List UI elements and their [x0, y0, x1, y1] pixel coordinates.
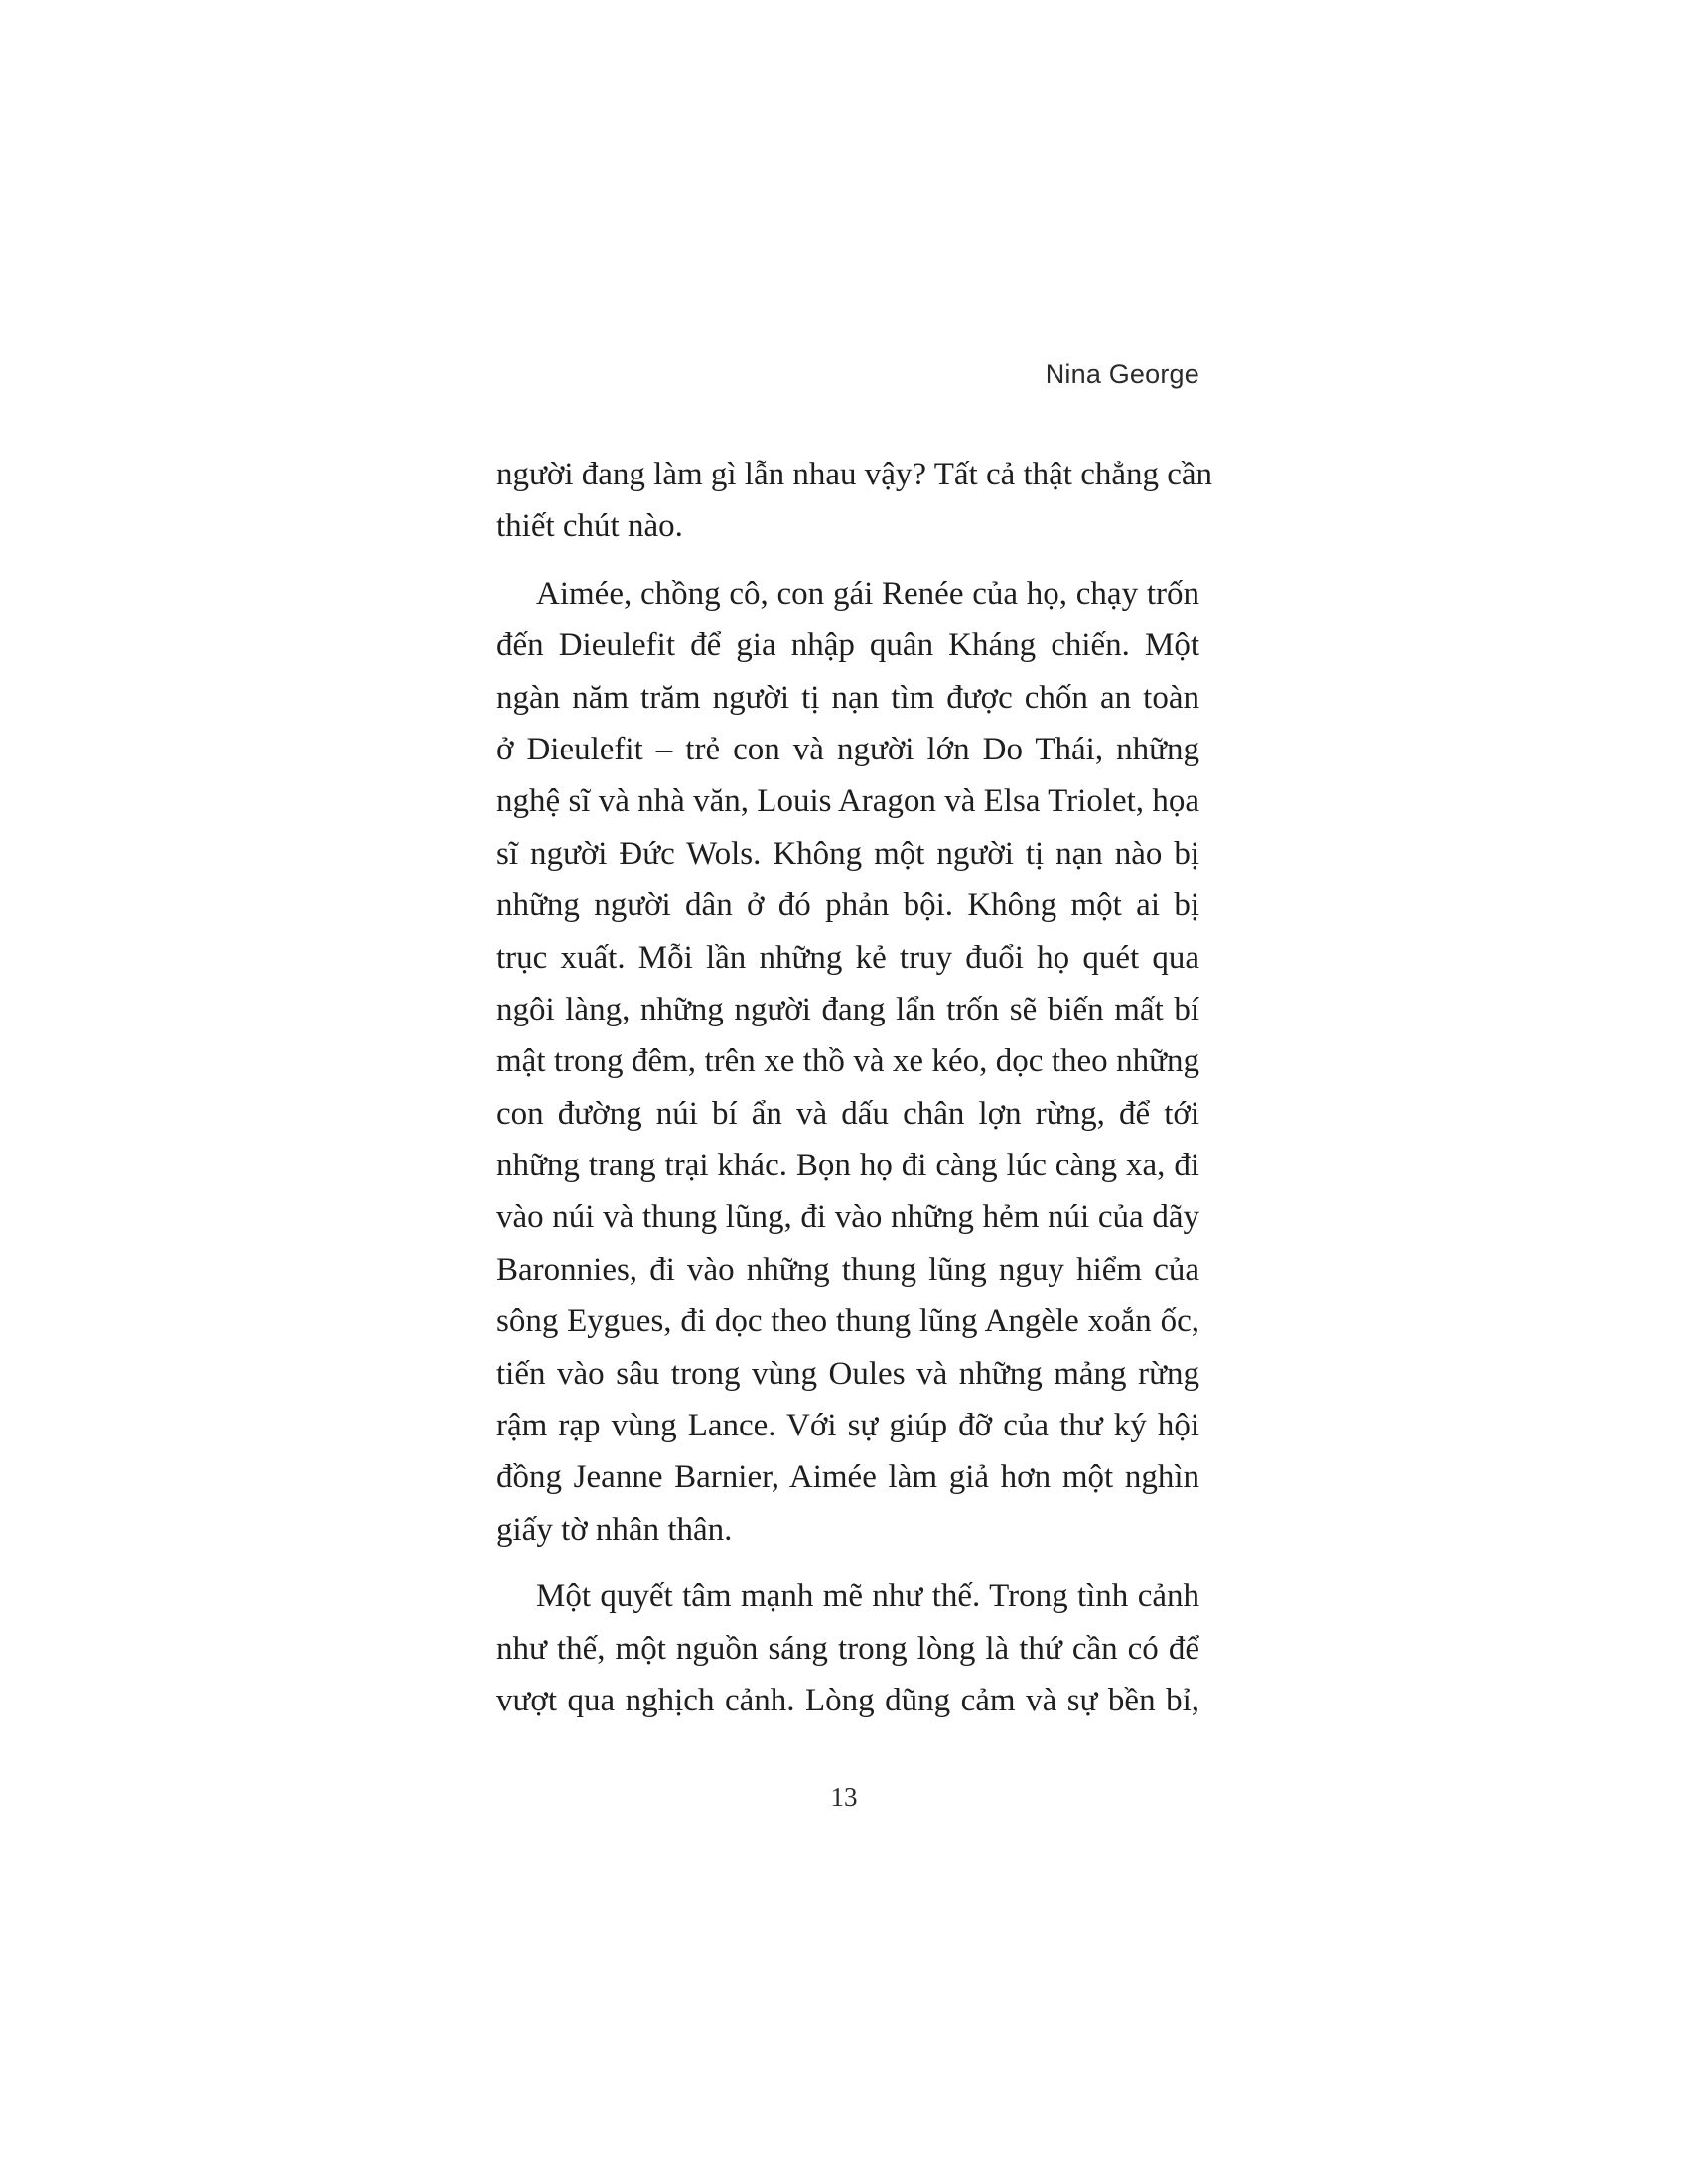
- page-number: 13: [830, 1782, 858, 1812]
- text-line: ở Dieulefit – trẻ con và người lớn Do Thái, những: [496, 731, 1199, 767]
- text-line: ngàn năm trăm người tị nạn tìm được chốn an toàn: [496, 679, 1199, 716]
- paragraph-gap: [496, 1556, 1199, 1570]
- text-line: Một quyết tâm mạnh mẽ như thế. Trong tình cảnh: [536, 1578, 1199, 1615]
- text-line: Aimée, chồng cô, con gái Renée của họ, chạy trốn: [536, 575, 1199, 612]
- text-line: con đường núi bí ẩn và dấu chân lợn rừng, để tới: [496, 1095, 1199, 1132]
- paragraph: [496, 1570, 1199, 1726]
- text-line: sông Eygues, đi dọc theo thung lũng Angèle xoắn ốc,: [496, 1303, 1199, 1340]
- text-line: mật trong đêm, trên xe thồ và xe kéo, dọc theo những: [496, 1043, 1199, 1080]
- text-line: như thế, một nguồn sáng trong lòng là thứ cần có để: [496, 1630, 1199, 1667]
- text-line: người đang làm gì lẫn nhau vậy? Tất cả thật chẳng cần: [496, 457, 1213, 492]
- text-line: vào núi và thung lũng, đi vào những hẻm núi của dãy: [496, 1199, 1199, 1236]
- text-line: ngôi làng, những người đang lẩn trốn sẽ biến mất bí: [496, 991, 1199, 1027]
- text-line: đến Dieulefit để gia nhập quân Kháng chiến. Một: [496, 627, 1199, 664]
- running-header-author: Nina George: [1045, 359, 1199, 389]
- text-line: nghệ sĩ và nhà văn, Louis Aragon và Elsa Triolet, họa: [496, 783, 1199, 820]
- paragraph-gap: [496, 553, 1199, 568]
- text-line: giấy tờ nhân thân.: [496, 1511, 733, 1548]
- body-text: [496, 449, 1213, 1726]
- paragraph: [496, 449, 1213, 553]
- text-line: rậm rạp vùng Lance. Với sự giúp đỡ của thư ký hội: [496, 1408, 1199, 1444]
- text-line: sĩ người Đức Wols. Không một người tị nạn nào bị: [496, 835, 1199, 872]
- text-line: đồng Jeanne Barnier, Aimée làm giả hơn một nghìn: [496, 1459, 1199, 1496]
- paragraph: [496, 568, 1199, 1556]
- text-line: những trang trại khác. Bọn họ đi càng lúc càng xa, đi: [496, 1148, 1199, 1184]
- text-line: những người dân ở đó phản bội. Không một ai bị: [496, 887, 1199, 924]
- text-line: thiết chút nào.: [496, 508, 683, 545]
- text-line: vượt qua nghịch cảnh. Lòng dũng cảm và sự bền bỉ,: [496, 1682, 1199, 1718]
- text-line: Baronnies, đi vào những thung lũng nguy hiểm của: [496, 1251, 1199, 1288]
- text-line: tiến vào sâu trong vùng Oules và những mảng rừng: [496, 1355, 1199, 1392]
- text-line: trục xuất. Mỗi lần những kẻ truy đuổi họ quét qua: [496, 939, 1199, 976]
